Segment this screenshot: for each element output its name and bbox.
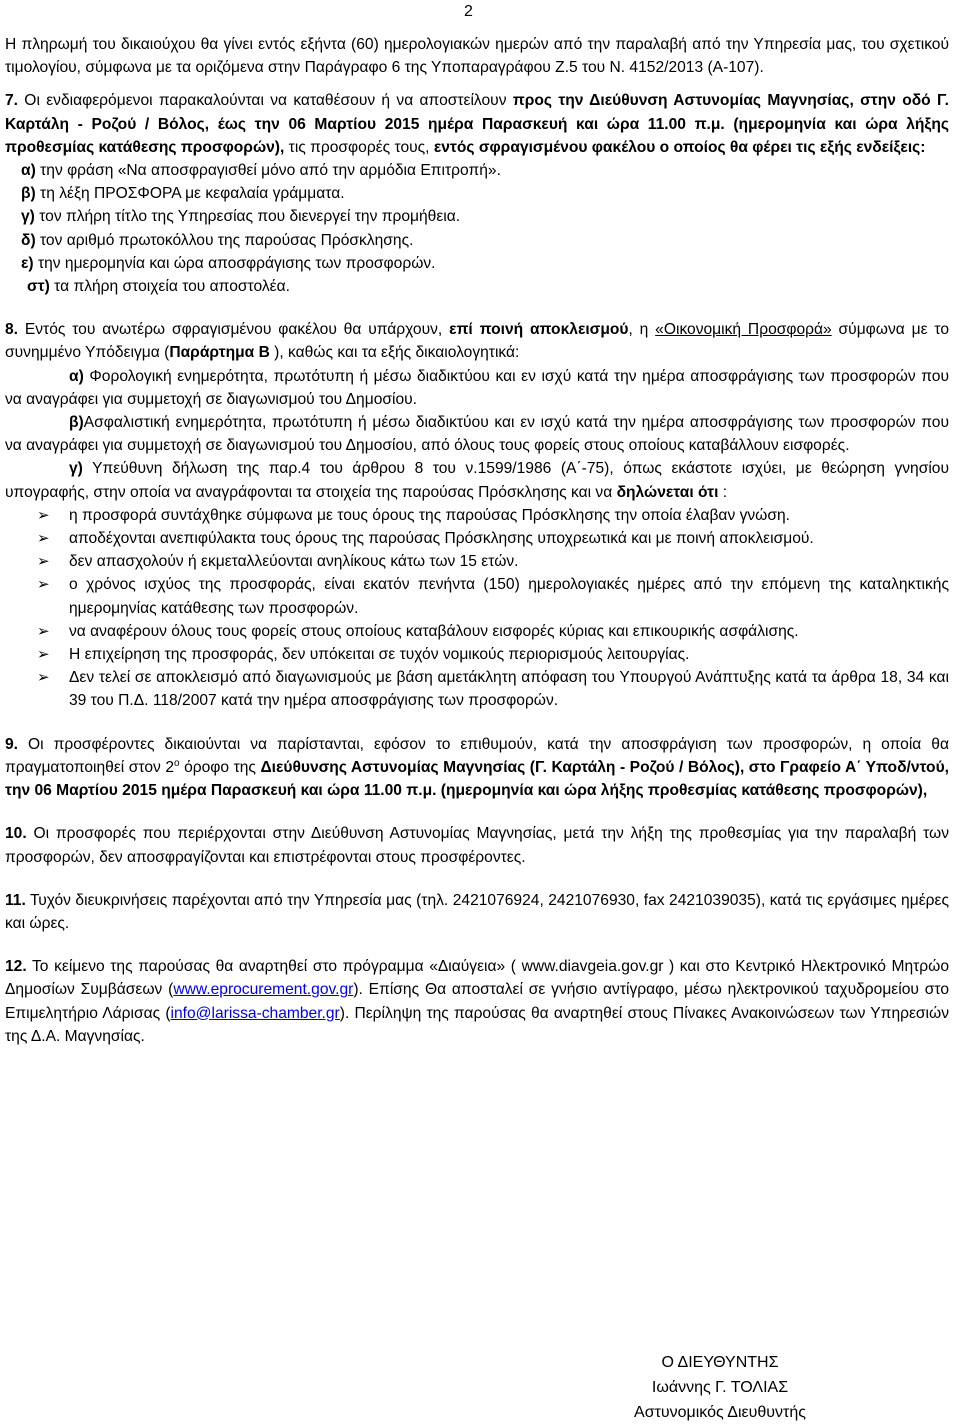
signature-block — [600, 1350, 840, 1425]
list-item: γ) τον πλήρη τίτλο της Υπηρεσίας που διενεργεί την προμήθεια. — [21, 208, 461, 226]
intro-paragraph: Η πληρωμή του δικαιούχου θα γίνει εντός εξήντα (60) ημερολογιακών ημερών από την παραλαβή από την Υπηρεσία μας, του σχετικού τιμολογίου, σύμφωνα με τα οριζόμενα στην Παράγραφο 6 της Υποπαραγράφου Ζ.5 του Ν. 4152/2013 (Α-107). — [5, 36, 949, 77]
signature-title: Ο ΔΙΕΥΘΥΝΤΗΣ — [661, 1354, 779, 1371]
section-7: 7. Οι ενδιαφερόμενοι παρακαλούνται να καταθέσουν ή να αποστείλουν προς την Διεύθυνση Αστυνομίας Μαγνησίας, στην οδό Γ. Καρτάλη - Ροζού / Βόλος, έως την 06 Μαρτίου 2015 ημέρα Παρασκευή και ώρα 11.00 π.μ. (ημερομηνία και ώρα λήξης προθεσμίας κατάθεσης προσφορών), τις προσφορές τους, εντός σφραγισμένου φακέλου ο οποίος θα φέρει τις εξής ενδείξεις: — [5, 92, 949, 156]
list-item: δ) τον αριθμό πρωτοκόλλου της παρούσας Πρόσκλησης. — [21, 231, 414, 249]
section-12-number: 12. — [5, 958, 27, 976]
arrow-bullet-icon: ➢ — [37, 530, 50, 548]
arrow-bullet-icon: ➢ — [37, 622, 50, 640]
section-11: 11. Τυχόν διευκρινήσεις παρέχονται από την Υπηρεσία μας (τηλ. 2421076924, 2421076930, fax 2421039035), κατά τις εργάσιμες ημέρες και ώρες. — [5, 891, 949, 932]
list-item: ➢ η προσφορά συντάχθηκε σύμφωνα με τους όρους της παρούσας Πρόσκλησης την οποία έλαβαν γνώση. — [5, 504, 949, 527]
section-10: 10. Οι προσφορές που περιέρχονται στην Διεύθυνση Αστυνομίας Μαγνησίας, μετά την λήξη της προθεσμίας για την παραλαβή των προσφορών, δεν αποσφραγίζονται και επιστρέφονται στους προσφέροντες. — [5, 825, 949, 866]
signature-name: Ιωάννης Γ. ΤΟΛΙΑΣ — [651, 1379, 789, 1396]
list-item: ➢ αποδέχονται ανεπιφύλακτα τους όρους της παρούσας Πρόσκλησης υποχρεωτικά και με ποινή αποκλεισμού. — [5, 527, 949, 550]
section-8: 8. Εντός του ανωτέρω σφραγισμένου φακέλου θα υπάρχουν, επί ποινή αποκλεισμού, η «Οικονομική Προσφορά» σύμφωνα με το συνημμένο Υπόδειγμα (Παράρτημα Β ), καθώς και τα εξής δικαιολογητικά: — [5, 321, 949, 362]
section-10-number: 10. — [5, 825, 27, 843]
list-item: στ) τα πλήρη στοιχεία του αποστολέα. — [27, 278, 290, 296]
eprocurement-link[interactable]: www.eprocurement.gov.gr — [173, 981, 354, 999]
list-item: ➢ να αναφέρουν όλους τους φορείς στους οποίους καταβάλουν εισφορές κύριας και επικουρικής ασφάλισης. — [5, 620, 949, 643]
list-item: α) την φράση «Να αποσφραγισθεί μόνο από την αρμόδια Επιτροπή». — [21, 162, 501, 180]
section-7-number: 7. — [5, 92, 19, 110]
arrow-bullet-icon: ➢ — [37, 506, 50, 524]
arrow-bullet-icon: ➢ — [37, 553, 50, 571]
list-item: ➢ Δεν τελεί σε αποκλεισμό από διαγωνισμούς με βάση αμετάκλητη απόφαση του Υπουργού Ανάπτυξης κατά τα άρθρα 18, 34 και 39 του Π.Δ. 118/2007 κατά την ημέρα αποσφράγισης των προσφορών. — [5, 666, 949, 712]
list-item: β) τη λέξη ΠΡΟΣΦΟΡΑ με κεφαλαία γράμματα. — [21, 185, 345, 203]
section-9: 9. Οι προσφέροντες δικαιούνται να παρίστανται, εφόσον το επιθυμούν, κατά την αποσφράγιση των προσφορών, η οποία θα πραγματοποιηθεί στον $2^o$ όροφο της Διεύθυνσης Αστυνομίας Μαγνησίας (Γ. Καρτάλη - Ροζού / Βόλος), στο Γραφείο Α΄ Υποδ/ντού, την 06 Μαρτίου 2015 ημέρα Παρασκευή και ώρα 11.00 π.μ. (ημερομηνία και ώρα λήξης προθεσμίας κατάθεσης προσφορών), — [5, 735, 949, 800]
section-8-item-b: β)Ασφαλιστική ενημερότητα, πρωτότυπη ή μέσω διαδικτύου και εν ισχύ κατά την ημέρα αποσφράγισης των προσφορών που να αναγράφει για συμμετοχή σε διαγωνισμού του Δημοσίου, από όλους τους φορείς στους οποίους καταβάλλουν εισφορές. — [5, 414, 949, 455]
list-item: ➢ ο χρόνος ισχύος της προσφοράς, είναι εκατόν πενήντα (150) ημερολογιακές ημέρες από την επόμενη της καταληκτικής ημερομηνίας κατάθεσης των προσφορών. — [5, 573, 949, 619]
list-item: ε) την ημερομηνία και ώρα αποσφράγισης των προσφορών. — [21, 254, 436, 272]
section-8-number: 8. — [5, 321, 19, 339]
section-9-number: 9. — [5, 735, 19, 753]
chamber-email-link[interactable]: info@larissa-chamber.gr — [170, 1004, 340, 1022]
list-item: ➢ δεν απασχολούν ή εκμεταλλεύονται ανηλίκους κάτω των 15 ετών. — [5, 550, 949, 573]
arrow-bullet-icon: ➢ — [37, 576, 50, 594]
section-12: 12. Το κείμενο της παρούσας θα αναρτηθεί στο πρόγραμμα «Διαύγεια» ( www.diavgeia.gov.gr ) και στο Κεντρικό Ηλεκτρονικό Μητρώο Δημοσίων Συμβάσεων (www.eprocurement.gov.gr). Επίσης Θα αποσταλεί σε γνήσιο αντίγραφο, μέσω ηλεκτρονικού ταχυδρομείου στο Επιμελητήριο Λάρισας (info@larissa-chamber.gr). Περίληψη της παρούσας θα αναρτηθεί στους Πίνακες Ανακοινώσεων των Υπηρεσιών της Δ.Α. Μαγνησίας. — [5, 958, 949, 1045]
declarations-list — [5, 504, 949, 713]
section-11-number: 11. — [5, 891, 26, 909]
page-number: 2 — [464, 3, 473, 20]
document-body — [5, 33, 949, 1048]
arrow-bullet-icon: ➢ — [37, 646, 50, 664]
arrow-bullet-icon: ➢ — [37, 669, 50, 687]
envelope-markings-list — [5, 159, 949, 298]
list-item: ➢ Η επιχείρηση της προσφοράς, δεν υπόκειται σε τυχόν νομικούς περιορισμούς λειτουργίας. — [5, 643, 949, 666]
section-8-item-c: γ) Υπεύθυνη δήλωση της παρ.4 του άρθρου 8 του ν.1599/1986 (Α΄-75), όπως εκάστοτε ισχύει, με θεώρηση γνησίου υπογραφής, στην οποία να αναγράφονται τα στοιχεία της παρούσας Πρόσκλησης και να δηλώνεται ότι : — [5, 460, 949, 501]
section-8-item-a: α) Φορολογική ενημερότητα, πρωτότυπη ή μέσω διαδικτύου και εν ισχύ κατά την ημέρα αποσφράγισης των προσφορών που να αναγράφει για συμμετοχή σε διαγωνισμού του Δημοσίου. — [5, 367, 949, 408]
signature-rank: Αστυνομικός Διευθυντής — [634, 1404, 806, 1421]
